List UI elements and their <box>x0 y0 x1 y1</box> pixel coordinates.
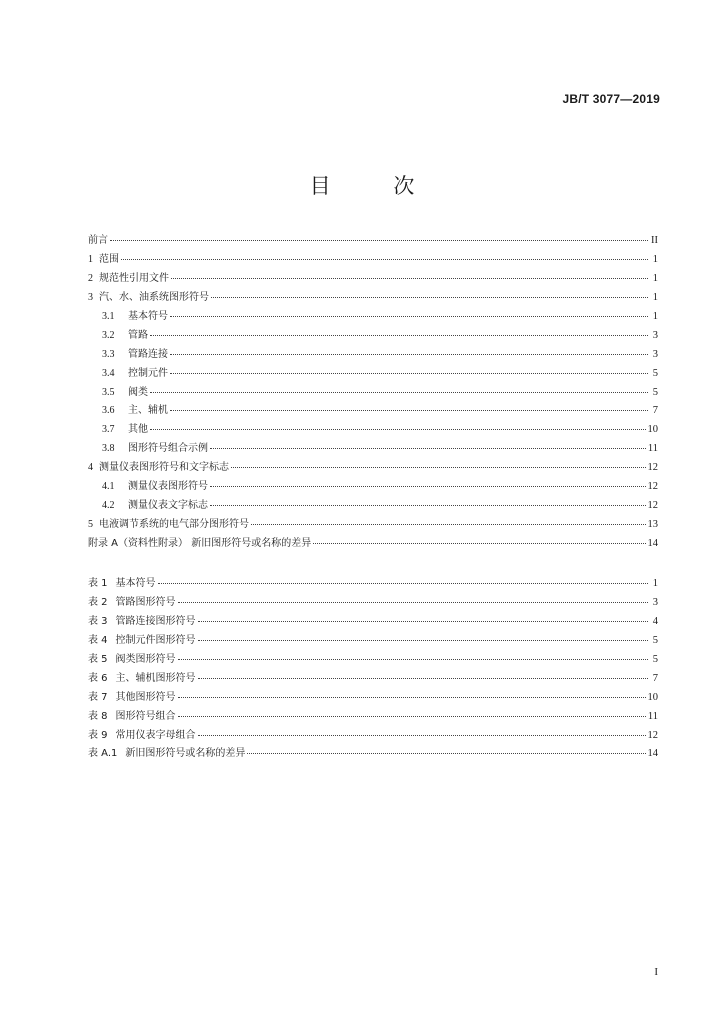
page-ref: 5 <box>652 634 658 646</box>
table-list-entry[interactable] <box>88 707 658 726</box>
table-title: 其他图形符号 <box>115 691 176 703</box>
section-number: 3.6 <box>102 405 115 417</box>
toc-entry[interactable] <box>88 307 658 326</box>
page-ref: 10 <box>647 691 658 703</box>
section-title: 测量仪表文字标志 <box>128 500 208 512</box>
section-number: 3.4 <box>102 367 115 379</box>
section-title: 主、辅机 <box>128 405 168 417</box>
dot-leader <box>178 697 646 698</box>
section-number: 3 <box>88 291 93 303</box>
toc-entry[interactable] <box>88 458 658 477</box>
dot-leader <box>171 278 648 279</box>
table-title: 图形符号组合 <box>115 710 176 722</box>
section-title: 图形符号组合示例 <box>128 443 208 455</box>
toc-entry[interactable] <box>88 288 658 307</box>
dot-leader <box>251 524 646 525</box>
page-title: 目 次 <box>309 174 443 198</box>
page-ref: 11 <box>647 443 658 455</box>
page-ref: 12 <box>647 481 658 493</box>
dot-leader <box>170 316 648 317</box>
table-list-entry[interactable] <box>88 631 658 650</box>
section-number: 3.1 <box>102 310 115 322</box>
table-list-entry[interactable] <box>88 744 658 763</box>
dot-leader <box>247 753 645 754</box>
table-title: 阀类图形符号 <box>115 653 176 665</box>
page-ref: 7 <box>652 405 658 417</box>
page-ref: II <box>651 235 658 246</box>
toc-entry[interactable] <box>88 364 658 383</box>
section-number: 4.2 <box>102 500 115 512</box>
toc-entry[interactable] <box>88 420 658 439</box>
table-number: 表 1 <box>88 578 108 589</box>
table-title: 基本符号 <box>115 578 156 589</box>
table-list-entry[interactable] <box>88 726 658 745</box>
toc-entry[interactable] <box>88 477 658 496</box>
section-number: 3.8 <box>102 443 115 455</box>
dot-leader <box>150 335 648 336</box>
table-number: 表 5 <box>88 653 108 665</box>
table-list-entry[interactable] <box>88 669 658 688</box>
table-number: 表 9 <box>88 729 108 741</box>
dot-leader <box>121 259 648 260</box>
section-title: 阀类 <box>128 386 148 398</box>
page-ref: 4 <box>652 615 658 627</box>
dot-leader <box>313 543 645 544</box>
page-ref: 5 <box>652 386 658 398</box>
section-number: 3.2 <box>102 329 115 341</box>
dot-leader <box>198 735 646 736</box>
toc-entry[interactable] <box>88 439 658 458</box>
toc-entry[interactable] <box>88 496 658 515</box>
page-ref: 1 <box>652 272 658 284</box>
toc-entry[interactable] <box>88 401 658 420</box>
dot-leader <box>178 716 646 717</box>
section-number: 3.3 <box>102 348 115 360</box>
table-title: 主、辅机图形符号 <box>115 672 196 684</box>
page-ref: 1 <box>652 578 658 589</box>
page-ref: 1 <box>652 310 658 322</box>
toc-entry[interactable] <box>88 534 658 553</box>
section-title: 范围 <box>99 253 119 265</box>
dot-leader <box>198 678 648 679</box>
dot-leader <box>170 373 648 374</box>
section-title: 附录 A（资料性附录） 新旧图形符号或名称的差异 <box>88 538 312 549</box>
table-title: 常用仪表字母组合 <box>115 729 196 741</box>
dot-leader <box>231 467 646 468</box>
list-of-tables <box>88 574 658 763</box>
page-ref: 12 <box>647 500 658 512</box>
table-list-entry[interactable] <box>88 574 658 593</box>
section-title: 测量仪表图形符号 <box>128 481 208 493</box>
dot-leader <box>150 429 646 430</box>
dot-leader <box>158 583 648 584</box>
standard-code: JB/T 3077—2019 <box>562 92 660 106</box>
dot-leader <box>210 505 646 506</box>
page-ref: 12 <box>647 729 658 741</box>
page-ref: 5 <box>652 653 658 665</box>
table-list-entry[interactable] <box>88 612 658 631</box>
page-ref: 12 <box>647 462 658 474</box>
table-list-entry[interactable] <box>88 688 658 707</box>
section-number: 4 <box>88 462 93 474</box>
table-number: 表 2 <box>88 596 108 608</box>
dot-leader <box>150 392 648 393</box>
page-number: I <box>654 966 658 978</box>
page-ref: 5 <box>652 367 658 379</box>
table-title: 控制元件图形符号 <box>115 634 196 646</box>
toc-entry[interactable] <box>88 250 658 269</box>
table-number: 表 4 <box>88 634 108 646</box>
page-ref: 7 <box>652 672 658 684</box>
section-title: 前言 <box>88 235 108 246</box>
section-title: 测量仪表图形符号和文字标志 <box>99 462 229 474</box>
section-title: 管路连接 <box>128 348 168 360</box>
section-title: 汽、水、油系统图形符号 <box>99 291 209 303</box>
table-number: 表 A.1 <box>88 748 118 760</box>
dot-leader <box>178 602 648 603</box>
page-ref: 1 <box>652 291 658 303</box>
page-ref: 3 <box>652 348 658 360</box>
table-of-contents <box>88 231 658 553</box>
dot-leader <box>110 240 648 241</box>
dot-leader <box>198 640 648 641</box>
page-ref: 3 <box>652 329 658 341</box>
dot-leader <box>170 354 648 355</box>
page-ref: 11 <box>647 710 658 722</box>
page-ref: 14 <box>647 538 658 549</box>
section-number: 3.7 <box>102 424 115 436</box>
section-title: 基本符号 <box>128 310 168 322</box>
section-number: 5 <box>88 519 93 531</box>
table-list-entry[interactable] <box>88 650 658 669</box>
dot-leader <box>198 621 648 622</box>
table-title: 新旧图形符号或名称的差异 <box>125 748 246 760</box>
dot-leader <box>178 659 648 660</box>
page-ref: 1 <box>652 253 658 265</box>
toc-entry[interactable] <box>88 231 658 250</box>
table-number: 表 3 <box>88 615 108 627</box>
page-ref: 13 <box>647 519 658 531</box>
toc-entry[interactable] <box>88 269 658 288</box>
dot-leader <box>170 410 648 411</box>
toc-entry[interactable] <box>88 383 658 402</box>
section-number: 4.1 <box>102 481 115 493</box>
table-list-entry[interactable] <box>88 593 658 612</box>
section-title: 电液调节系统的电气部分图形符号 <box>99 519 249 531</box>
dot-leader <box>211 297 648 298</box>
dot-leader <box>210 448 646 449</box>
section-title: 规范性引用文件 <box>99 272 169 284</box>
table-title: 管路图形符号 <box>115 596 176 608</box>
section-number: 2 <box>88 272 93 284</box>
table-number: 表 7 <box>88 691 108 703</box>
section-number: 1 <box>88 253 93 265</box>
page-ref: 14 <box>647 748 658 760</box>
table-number: 表 6 <box>88 672 108 684</box>
page-ref: 10 <box>647 424 658 436</box>
section-title: 管路 <box>128 329 148 341</box>
section-title: 控制元件 <box>128 367 168 379</box>
section-title: 其他 <box>128 424 148 436</box>
toc-entry[interactable] <box>88 326 658 345</box>
section-number: 3.5 <box>102 386 115 398</box>
dot-leader <box>210 486 646 487</box>
table-title: 管路连接图形符号 <box>115 615 196 627</box>
toc-entry[interactable] <box>88 345 658 364</box>
table-number: 表 8 <box>88 710 108 722</box>
toc-entry[interactable] <box>88 515 658 534</box>
page-ref: 3 <box>652 596 658 608</box>
